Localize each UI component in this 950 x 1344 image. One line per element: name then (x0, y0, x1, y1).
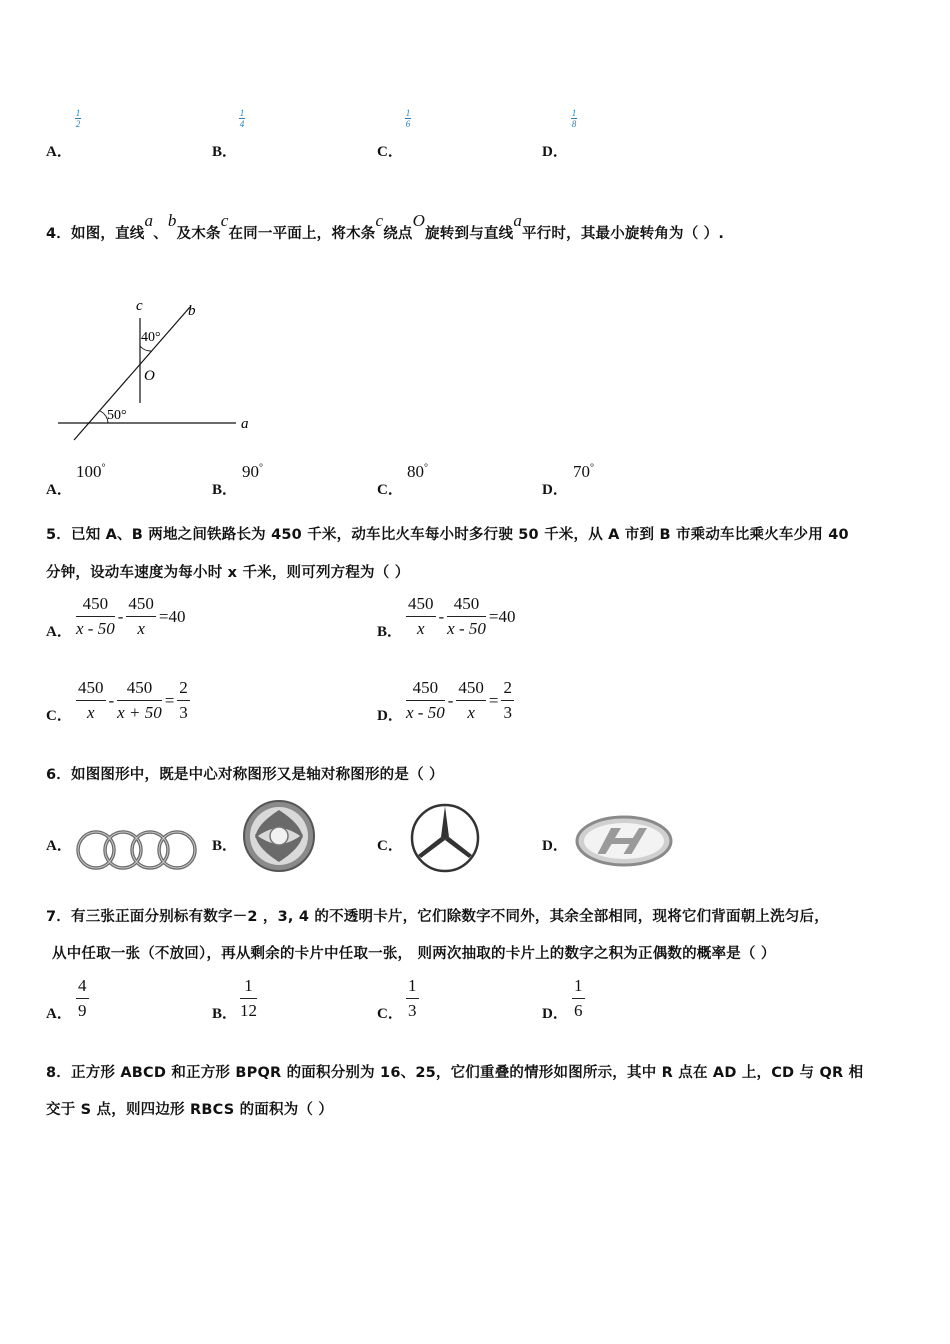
q7-option-a-fraction (76, 976, 89, 1021)
q5-option-a-label: A． (46, 624, 72, 640)
fraction-denominator: 4 (239, 119, 245, 129)
q4-option-b-label: B． (212, 482, 238, 498)
numerator: 1 (240, 976, 257, 999)
q6-stem: 6．如图图形中，既是中心对称图形又是轴对称图形的是（ ） (46, 767, 444, 783)
equals: = (164, 690, 175, 710)
q4-stem-text: 、 (153, 226, 168, 242)
numerator: 450 (447, 594, 486, 617)
fraction (456, 678, 486, 723)
numerator: 2 (177, 678, 190, 701)
q3-option-d-fraction (568, 108, 580, 129)
numerator: 450 (406, 678, 445, 701)
q8-stem-line1: 8．正方形 ABCD 和正方形 BPQR 的面积分别为 16、25，它们重叠的情形如图所示，其中 R 点在 AD 上，CD 与 QR 相 (46, 1065, 864, 1081)
var-c: c (375, 211, 384, 230)
q4-option-c-label: C． (377, 482, 403, 498)
denominator: x - 50 (447, 619, 486, 638)
fraction (76, 976, 89, 1021)
numerator: 450 (76, 594, 115, 617)
audi-rings-logo (74, 826, 200, 874)
q7-option-c-label: C． (377, 1006, 403, 1022)
fraction (406, 594, 436, 639)
denominator: 12 (240, 1001, 257, 1020)
operator: - (108, 690, 115, 710)
q5-option-d-equation (406, 678, 514, 723)
q7-stem-line1: 7．有三张正面分别标有数字－2 ，3, 4 的不透明卡片，它们除数字不同外，其余全部相同，现将它们背面朝上洗匀后， (46, 909, 829, 925)
numerator: 1 (406, 976, 419, 999)
fraction-numerator: 1 (571, 108, 577, 118)
fraction-numerator: 1 (239, 108, 245, 118)
line-b (74, 307, 190, 440)
q4-stem-text: 在同一平面上，将木条 (228, 226, 376, 242)
operator: - (438, 606, 445, 626)
denominator: x (137, 619, 145, 638)
q4-stem-text: 4．如图，直线 (46, 226, 145, 242)
fraction (126, 594, 156, 639)
q7-option-d-label: D． (542, 1006, 568, 1022)
degree-sign: ° (101, 462, 106, 474)
q5-option-a-equation (76, 594, 188, 639)
fraction-numerator: 1 (75, 108, 81, 118)
degree-value: 100 (76, 462, 102, 481)
q4-option-a-label: A． (46, 482, 72, 498)
fraction (406, 976, 419, 1021)
q7-option-a-label: A． (46, 1006, 72, 1022)
numerator: 1 (572, 976, 585, 999)
fraction (76, 678, 106, 723)
q5-option-c-equation (76, 678, 190, 723)
q4-option-a-value (76, 462, 106, 482)
equals: =40 (488, 606, 516, 626)
var-o: O (412, 211, 426, 230)
denominator: 3 (179, 703, 188, 722)
equals: =40 (158, 606, 186, 626)
denominator: x + 50 (117, 703, 162, 722)
q3-option-d-label: D． (542, 144, 568, 160)
denominator: x - 50 (406, 703, 445, 722)
numerator: 4 (76, 976, 89, 999)
q5-stem-line2: 分钟，设动车速度为每小时 x 千米，则可列方程为（ ） (46, 565, 410, 581)
q7-option-c-fraction (406, 976, 419, 1021)
numerator: 450 (126, 594, 156, 617)
denominator: x (86, 703, 95, 722)
dongfeng-logo (241, 798, 317, 874)
denominator: 9 (78, 1001, 87, 1020)
fraction-denominator: 6 (405, 119, 411, 129)
q3-option-c-fraction (402, 108, 414, 129)
hyundai-logo (574, 814, 674, 868)
q5-option-d-label: D． (377, 708, 403, 724)
q7-option-b-fraction (240, 976, 257, 1021)
numerator: 450 (406, 594, 436, 617)
denominator: x (416, 619, 425, 638)
var-a: a (513, 211, 523, 230)
label-a: a (241, 416, 249, 432)
mercedes-star-logo (408, 801, 482, 875)
q4-option-c-value (407, 462, 428, 482)
fraction (117, 678, 162, 723)
q3-option-c-label: C． (377, 144, 403, 160)
label-o: O (144, 368, 155, 384)
q6-option-b-label: B． (212, 838, 238, 854)
numerator: 450 (117, 678, 162, 701)
denominator: x (467, 703, 475, 722)
q5-option-c-label: C． (46, 708, 72, 724)
var-c: c (220, 211, 229, 230)
q6-option-c-label: C． (377, 838, 403, 854)
equals: = (488, 690, 499, 710)
q4-stem-text: 旋转到与直线 (425, 226, 514, 242)
q3-option-b-label: B． (212, 144, 238, 160)
degree-sign: ° (259, 462, 263, 474)
degree-sign: ° (590, 462, 594, 474)
degree-sign: ° (424, 462, 428, 474)
q4-option-b-value (242, 462, 263, 482)
operator: - (447, 690, 454, 710)
q7-option-d-fraction (572, 976, 585, 1021)
denominator: x - 50 (76, 619, 115, 638)
numerator: 450 (456, 678, 486, 701)
degree-value: 90 (242, 462, 259, 481)
numerator: 2 (501, 678, 514, 701)
fraction (501, 678, 514, 723)
q5-option-b-equation (406, 594, 518, 639)
fraction (240, 976, 257, 1021)
q4-option-d-label: D． (542, 482, 568, 498)
fraction (76, 594, 115, 639)
q3-option-a-label: A． (46, 144, 72, 160)
var-b: b (167, 211, 177, 230)
q7-stem-line2: 从中任取一张（不放回），再从剩余的卡片中任取一张， 则两次抽取的卡片上的数字之积为正偶数的概率是（ ） (52, 946, 776, 962)
q4-stem (46, 211, 725, 258)
q3-option-a-fraction (72, 108, 84, 129)
angle-50-label: 50° (107, 408, 127, 423)
label-c: c (136, 298, 143, 314)
angle-40-label: 40° (141, 330, 161, 345)
q6-option-d-label: D． (542, 838, 568, 854)
numerator: 450 (76, 678, 106, 701)
fraction (447, 594, 486, 639)
q4-option-d-value (573, 462, 594, 482)
angle-arc-40 (140, 346, 151, 351)
denominator: 6 (574, 1001, 583, 1020)
q8-stem-line2: 交于 S 点，则四边形 RBCS 的面积为（ ） (46, 1102, 334, 1118)
denominator: 3 (503, 703, 512, 722)
fraction (177, 678, 190, 723)
q5-stem-line1: 5．已知 A、B 两地之间铁路长为 450 千米，动车比火车每小时多行驶 50 千米，从 A 市到 B 市乘动车比乘火车少用 40 (46, 527, 849, 543)
label-b: b (188, 303, 196, 319)
q5-option-b-label: B． (377, 624, 403, 640)
fraction-denominator: 2 (75, 119, 81, 129)
degree-value: 80 (407, 462, 424, 481)
var-a: a (144, 211, 154, 230)
fraction-numerator: 1 (405, 108, 411, 118)
q3-option-b-fraction (236, 108, 248, 129)
fraction (406, 678, 445, 723)
fraction-denominator: 8 (571, 119, 577, 129)
degree-value: 70 (573, 462, 590, 481)
fraction (572, 976, 585, 1021)
denominator: 3 (408, 1001, 417, 1020)
q4-stem-text: 及木条 (176, 226, 221, 242)
q4-angle-figure (50, 290, 270, 450)
q4-stem-text: 绕点 (383, 226, 413, 242)
operator: - (117, 606, 124, 626)
q7-option-b-label: B． (212, 1006, 238, 1022)
q6-option-a-label: A． (46, 838, 72, 854)
q4-stem-text: 平行时，其最小旋转角为（ ）. (522, 226, 725, 242)
